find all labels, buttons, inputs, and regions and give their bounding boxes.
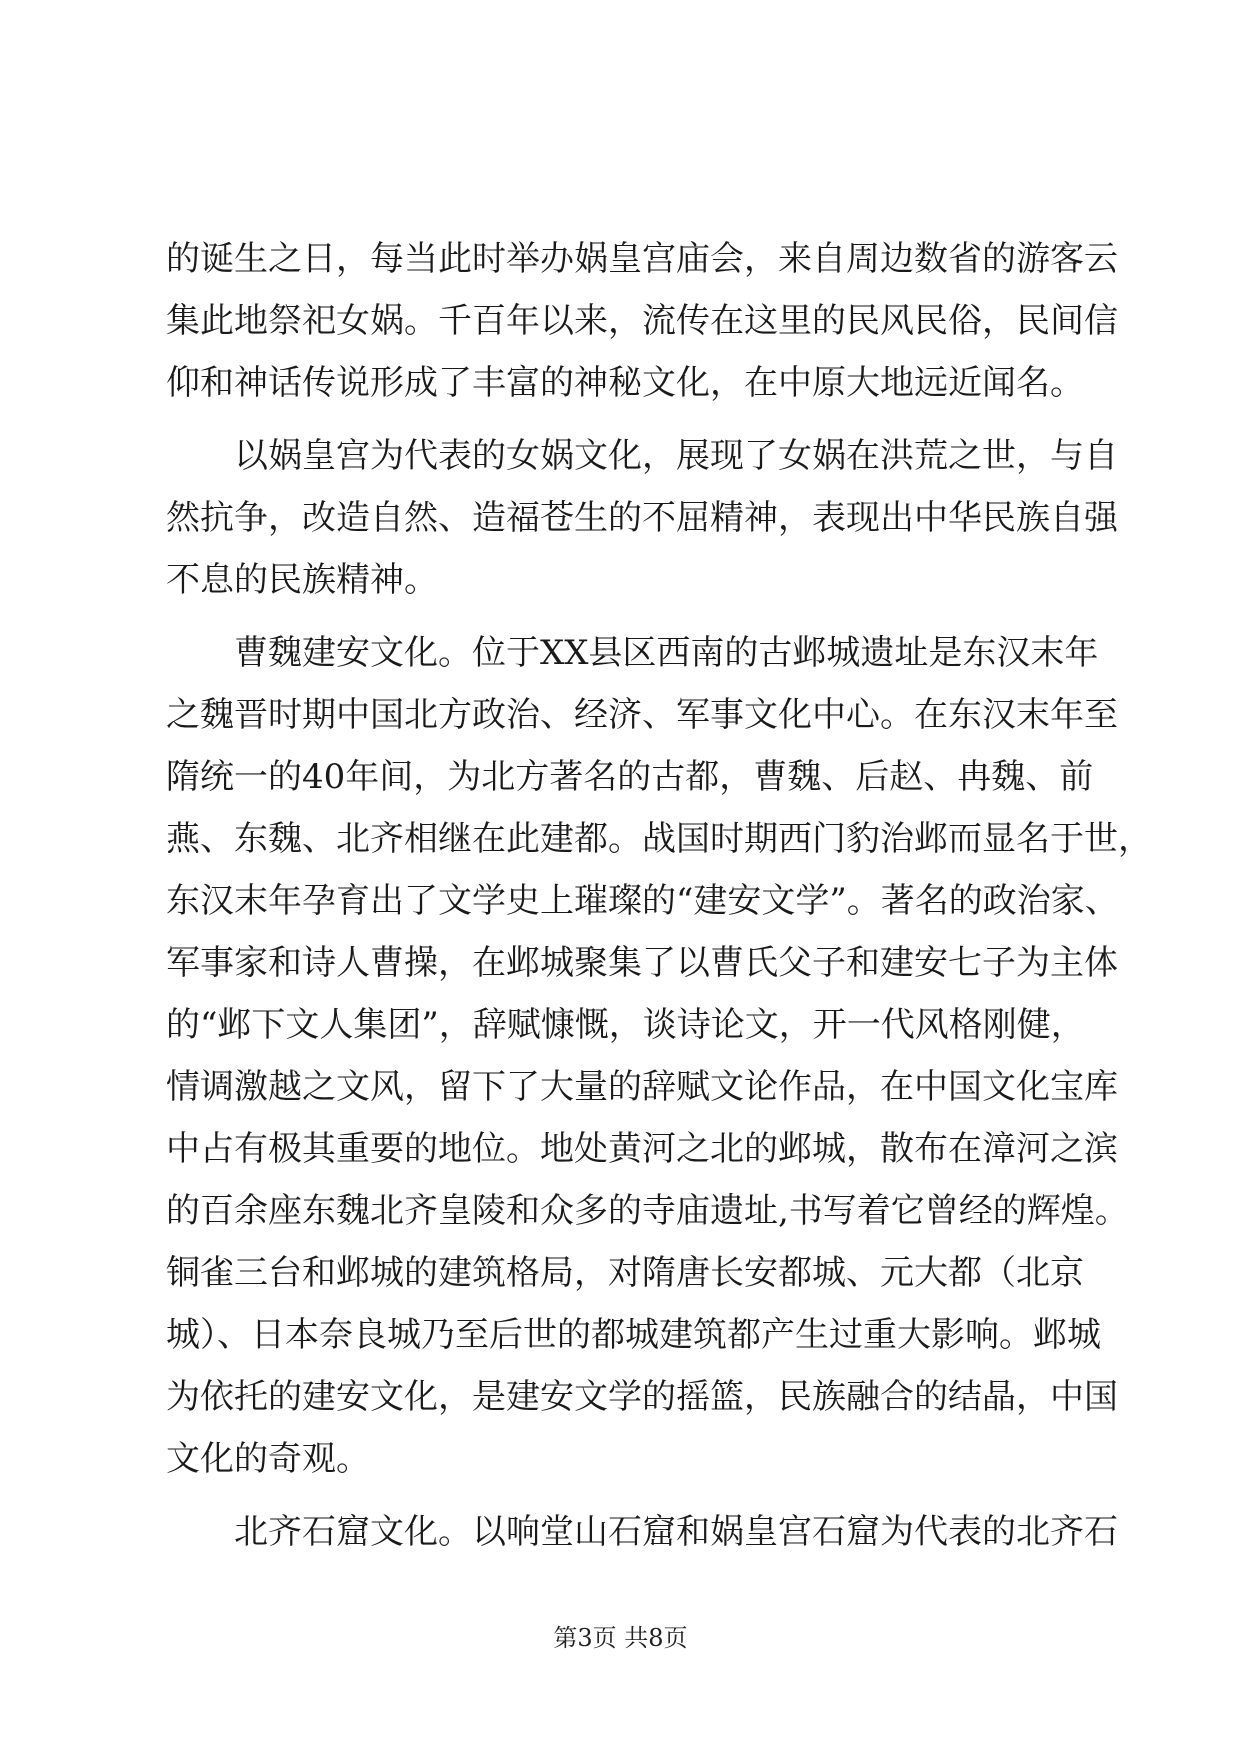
text-line: 军事家和诗人曹操，在邺城聚集了以曹氏父子和建安七子为主体 [166,943,1118,983]
paragraph-nuwa-festival [166,228,1118,414]
text-line: 之魏晋时期中国北方政治、经济、军事文化中心。在东汉末年至 [166,695,1118,735]
text-line: 不息的民族精神。 [166,560,438,600]
text-line: 中占有极其重要的地位。地处黄河之北的邺城，散布在漳河之滨 [166,1129,1118,1169]
text-line: 东汉末年孕育出了文学史上璀璨的“建安文学”。著名的政治家、 [166,881,1119,921]
text-line: 情调激越之文风，留下了大量的辞赋文论作品，在中国文化宝库 [166,1067,1118,1107]
text-line: 燕、东魏、北齐相继在此建都。战国时期西门豹治邺而显名于世， [166,819,1152,859]
text-line: 北齐石窟文化。以响堂山石窟和娲皇宫石窟为代表的北齐石 [234,1512,1118,1552]
text-line: 文化的奇观。 [166,1439,370,1479]
text-line: 然抗争，改造自然、造福苍生的不屈精神，表现出中华民族自强 [166,498,1118,538]
text-line: 铜雀三台和邺城的建筑格局，对隋唐长安都城、元大都（北京 [166,1253,1084,1293]
body-text [166,228,1152,1563]
paragraph-northern-qi-grottoes [166,1501,1118,1563]
text-line: 集此地祭祀女娲。千百年以来，流传在这里的民风民俗，民间信 [166,301,1118,341]
text-line: 仰和神话传说形成了丰富的神秘文化，在中原大地远近闻名。 [166,363,1084,403]
paragraph-jianan-culture [166,622,1152,1490]
text-line: 的“邺下文人集团”，辞赋慷慨，谈诗论文，开一代风格刚健， [166,1005,1085,1045]
text-line: 以娲皇宫为代表的女娲文化，展现了女娲在洪荒之世，与自 [234,436,1118,476]
text-line: 的百余座东魏北齐皇陵和众多的寺庙遗址,书写着它曾经的辉煌。 [166,1191,1129,1231]
text-line: 城）、日本奈良城乃至后世的都城建筑都产生过重大影响。邺城 [166,1315,1101,1355]
page-number: 第3页 共8页 [553,1624,688,1652]
paragraph-nuwa-culture [166,425,1118,611]
text-line: 隋统一的40年间，为北方著名的古都，曹魏、后赵、冉魏、前 [166,757,1094,797]
text-line: 的诞生之日，每当此时举办娲皇宫庙会，来自周边数省的游客云 [166,239,1118,279]
text-line: 为依托的建安文化，是建安文学的摇篮，民族融合的结晶，中国 [166,1377,1118,1417]
text-line: 曹魏建安文化。位于XX县区西南的古邺城遗址是东汉末年 [234,633,1099,673]
